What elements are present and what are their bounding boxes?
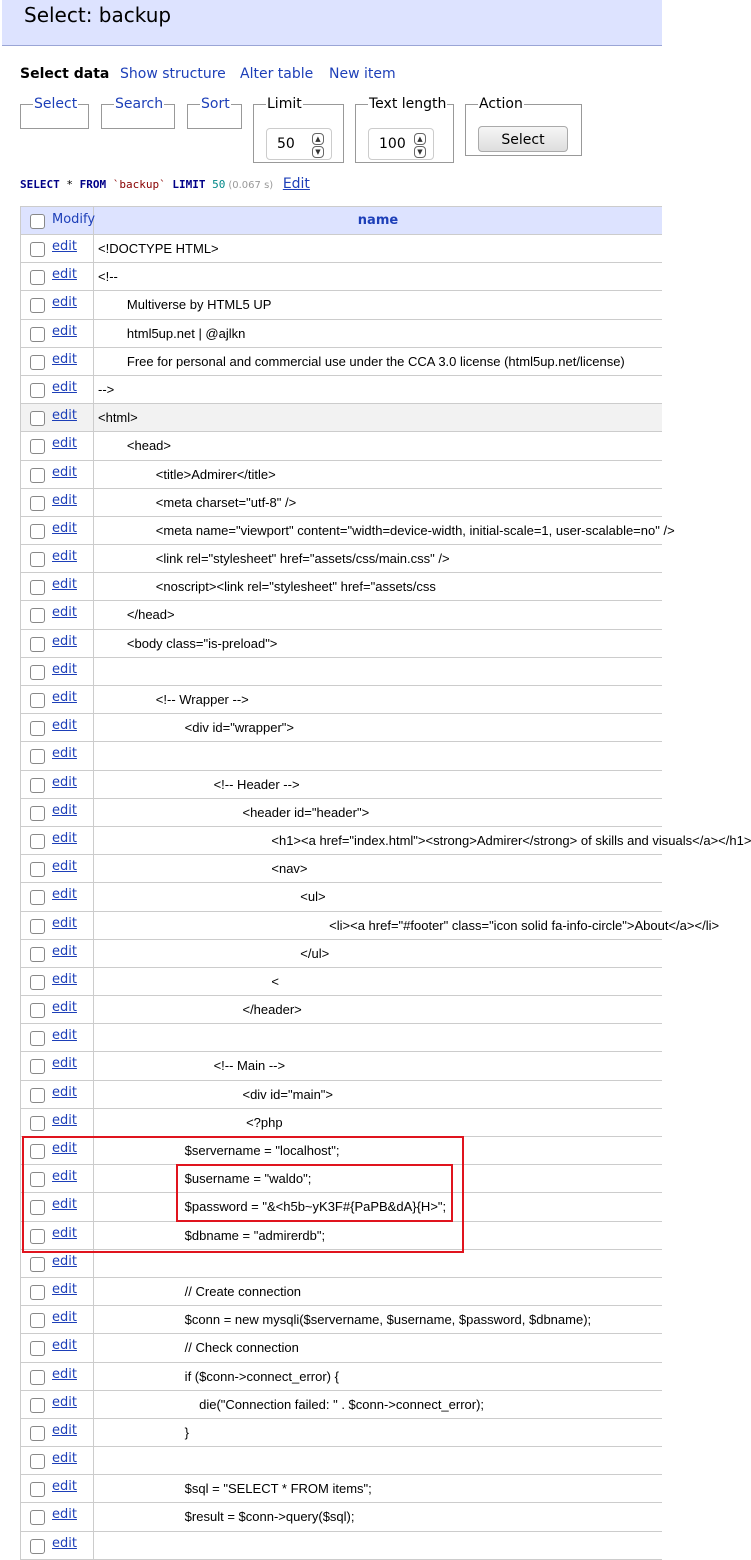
- edit-row-link[interactable]: edit: [52, 267, 77, 283]
- name-cell: $servername = "localhost";: [98, 1143, 340, 1158]
- text-length-spinner[interactable]: [414, 133, 425, 155]
- table-row: [20, 940, 662, 968]
- edit-row-link[interactable]: edit: [52, 746, 77, 762]
- name-cell: <link rel="stylesheet" href="assets/css/main.css" />: [98, 551, 450, 567]
- sql-query: [20, 176, 310, 192]
- row-checkbox[interactable]: [30, 637, 45, 652]
- row-modify-cell: [20, 1222, 94, 1249]
- row-modify-cell: [20, 1447, 94, 1474]
- name-cell: <!--: [98, 269, 118, 285]
- show-structure-link[interactable]: Show structure: [120, 66, 226, 82]
- table-row: [20, 376, 662, 404]
- row-modify-cell: [20, 968, 94, 995]
- edit-row-link[interactable]: edit: [52, 1507, 77, 1523]
- edit-row-link[interactable]: edit: [52, 971, 77, 987]
- row-checkbox[interactable]: [30, 496, 45, 511]
- row-modify-cell: [20, 855, 94, 882]
- name-cell: // Check connection: [98, 1340, 299, 1356]
- row-checkbox[interactable]: [30, 1285, 45, 1300]
- edit-row-link[interactable]: edit: [52, 830, 77, 846]
- edit-row-link[interactable]: edit: [52, 1479, 77, 1495]
- row-modify-cell: [20, 1503, 94, 1530]
- table-row: [20, 1109, 662, 1137]
- row-checkbox[interactable]: [30, 1172, 45, 1187]
- row-checkbox[interactable]: [30, 1313, 45, 1328]
- row-modify-cell: [20, 630, 94, 657]
- row-checkbox[interactable]: [30, 1370, 45, 1385]
- name-cell: $conn = new mysqli($servername, $username, $password, $dbname);: [98, 1312, 592, 1328]
- page-header: [2, 0, 662, 46]
- row-modify-cell: [20, 517, 94, 544]
- table-row: [20, 1532, 662, 1560]
- row-modify-cell: [20, 1306, 94, 1333]
- table-row: [20, 432, 662, 460]
- edit-row-link[interactable]: edit: [52, 577, 77, 593]
- select-all-checkbox[interactable]: [30, 214, 45, 229]
- edit-row-link[interactable]: edit: [52, 1028, 77, 1044]
- row-checkbox[interactable]: [30, 1031, 45, 1046]
- row-modify-cell: [20, 1052, 94, 1079]
- select-legend[interactable]: Select: [34, 96, 78, 112]
- row-checkbox[interactable]: [30, 1482, 45, 1497]
- edit-row-link[interactable]: edit: [52, 549, 77, 565]
- table-row: [20, 996, 662, 1024]
- row-modify-cell: [20, 658, 94, 685]
- table-row: [20, 658, 662, 686]
- name-cell: <h1><a href="index.html"><strong>Admirer</strong> of skills and visuals</a></h1>: [98, 832, 751, 848]
- sort-fieldset[interactable]: [187, 96, 242, 129]
- row-checkbox[interactable]: [30, 439, 45, 454]
- name-cell: [98, 1532, 662, 1559]
- row-modify-cell: [20, 1363, 94, 1390]
- table-row: [20, 320, 662, 348]
- limit-value: 50: [277, 136, 295, 152]
- search-fieldset[interactable]: [101, 96, 175, 129]
- spin-up-icon[interactable]: ▲: [312, 133, 324, 145]
- edit-row-link[interactable]: edit: [52, 859, 77, 875]
- alter-table-link[interactable]: Alter table: [240, 66, 314, 82]
- table-row: [20, 1391, 662, 1419]
- name-cell: $dbname = "admirerdb";: [98, 1227, 326, 1243]
- table-row: [20, 291, 662, 319]
- row-modify-cell: [20, 601, 94, 628]
- table-row: [20, 1222, 662, 1250]
- edit-row-link[interactable]: edit: [52, 1310, 77, 1326]
- edit-row-link[interactable]: edit: [52, 323, 77, 339]
- name-cell: <!-- Wrapper -->: [98, 692, 249, 707]
- table-row: [20, 489, 662, 517]
- table-row: [20, 348, 662, 376]
- edit-row-link[interactable]: edit: [52, 408, 77, 424]
- name-cell: <!DOCTYPE HTML>: [98, 241, 219, 256]
- row-modify-cell: [20, 1334, 94, 1361]
- row-modify-cell: [20, 1475, 94, 1502]
- table-row: [20, 1475, 662, 1503]
- row-checkbox[interactable]: [30, 1341, 45, 1356]
- row-modify-cell: [20, 1532, 94, 1559]
- query-time: (0.067 s): [228, 180, 274, 191]
- edit-row-link[interactable]: edit: [52, 1281, 77, 1297]
- row-checkbox[interactable]: [30, 947, 45, 962]
- row-modify-cell: [20, 742, 94, 769]
- row-modify-cell: [20, 883, 94, 910]
- edit-row-link[interactable]: edit: [52, 1338, 77, 1354]
- row-checkbox[interactable]: [30, 270, 45, 285]
- edit-row-link[interactable]: edit: [52, 1000, 77, 1016]
- new-item-link[interactable]: New item: [329, 66, 396, 82]
- name-cell: <!-- Main -->: [98, 1058, 286, 1074]
- sql-keyword: FROM: [79, 178, 107, 191]
- edit-row-link[interactable]: edit: [52, 1141, 77, 1156]
- select-fieldset[interactable]: [20, 96, 89, 129]
- name-cell: <nav>: [98, 861, 308, 877]
- select-data-current: Select data: [20, 66, 110, 82]
- table-row: [20, 1306, 662, 1334]
- table-row: [20, 1024, 662, 1052]
- limit-spinner[interactable]: [312, 133, 323, 155]
- table-row: [20, 883, 662, 911]
- spin-down-icon[interactable]: ▼: [312, 146, 324, 158]
- table-row: [20, 461, 662, 489]
- row-modify-cell: [20, 714, 94, 741]
- row-modify-cell: [20, 404, 94, 431]
- table-row: [20, 1052, 662, 1080]
- row-checkbox[interactable]: [30, 1144, 45, 1159]
- edit-row-link[interactable]: edit: [52, 1253, 77, 1269]
- row-checkbox[interactable]: [30, 1426, 45, 1441]
- spin-down-icon[interactable]: ▼: [414, 146, 426, 158]
- table-row: [20, 404, 662, 432]
- row-checkbox[interactable]: [30, 1200, 45, 1215]
- name-cell: <meta name="viewport" content="width=device-width, initial-scale=1, user-scalable=no" />: [98, 522, 675, 538]
- name-cell: $result = $conn->query($sql);: [98, 1509, 355, 1525]
- row-modify-cell: [20, 1024, 94, 1051]
- sql-star: *: [66, 178, 73, 191]
- row-checkbox[interactable]: [30, 468, 45, 483]
- name-cell: </head>: [98, 607, 175, 623]
- table-row: [20, 686, 662, 714]
- row-modify-cell: [20, 235, 94, 262]
- table-row: [20, 1447, 662, 1475]
- name-cell: <ul>: [98, 889, 326, 905]
- row-modify-cell: [20, 1250, 94, 1277]
- edit-row-link[interactable]: edit: [52, 887, 77, 903]
- name-cell: html5up.net | @ajlkn: [98, 325, 246, 341]
- spin-up-icon[interactable]: ▲: [414, 133, 426, 145]
- table-row: [20, 912, 720, 940]
- sql-limit: 50: [212, 178, 226, 191]
- edit-row-link[interactable]: edit: [52, 1056, 77, 1072]
- sort-legend[interactable]: Sort: [201, 96, 230, 112]
- sql-keyword: LIMIT: [172, 178, 206, 191]
- text-length-input[interactable]: [368, 128, 434, 160]
- edit-row-link[interactable]: edit: [52, 239, 77, 254]
- row-checkbox[interactable]: [30, 1510, 45, 1525]
- row-modify-cell: [20, 376, 94, 403]
- text-length-legend: Text length: [369, 96, 447, 112]
- edit-row-link[interactable]: edit: [52, 718, 77, 734]
- row-checkbox[interactable]: [30, 806, 45, 821]
- table-row: [20, 742, 662, 770]
- row-modify-cell: [20, 686, 94, 713]
- row-modify-cell: [20, 1081, 94, 1108]
- row-checkbox[interactable]: [30, 383, 45, 398]
- name-cell: <header id="header">: [98, 804, 370, 820]
- row-checkbox[interactable]: [30, 1454, 45, 1469]
- edit-row-link[interactable]: edit: [52, 492, 77, 508]
- edit-row-link[interactable]: edit: [52, 1451, 77, 1467]
- name-cell: $sql = "SELECT * FROM items";: [98, 1481, 372, 1497]
- row-checkbox[interactable]: [30, 749, 45, 764]
- edit-row-link[interactable]: edit: [52, 802, 77, 818]
- row-checkbox[interactable]: [30, 1116, 45, 1131]
- row-modify-cell: [20, 1165, 94, 1192]
- row-checkbox[interactable]: [30, 552, 45, 567]
- name-cell: $username = "waldo";: [98, 1171, 312, 1187]
- table-row: [20, 1165, 662, 1193]
- table-row: [20, 1193, 662, 1221]
- row-modify-cell: [20, 1109, 94, 1136]
- edit-row-link[interactable]: edit: [52, 1084, 77, 1100]
- row-checkbox[interactable]: [30, 327, 45, 342]
- table-row: [20, 517, 675, 545]
- name-header[interactable]: name: [357, 213, 399, 228]
- row-checkbox[interactable]: [30, 580, 45, 595]
- edit-row-link[interactable]: edit: [52, 633, 77, 649]
- row-modify-cell: [20, 799, 94, 826]
- table-row: [20, 827, 751, 855]
- edit-row-link[interactable]: edit: [52, 1225, 77, 1241]
- row-modify-cell: [20, 940, 94, 967]
- row-checkbox[interactable]: [30, 242, 45, 257]
- name-cell: <noscript><link rel="stylesheet" href="assets/css: [98, 579, 436, 595]
- name-cell: <: [98, 973, 279, 989]
- row-checkbox[interactable]: [30, 778, 45, 793]
- row-modify-cell: [20, 263, 94, 290]
- row-modify-cell: [20, 291, 94, 318]
- row-checkbox[interactable]: [30, 355, 45, 370]
- row-modify-cell: [20, 1278, 94, 1305]
- limit-fieldset: [253, 96, 344, 163]
- row-modify-cell: [20, 1391, 94, 1418]
- limit-legend: Limit: [267, 96, 302, 112]
- table-row: [20, 1278, 662, 1306]
- edit-row-link[interactable]: edit: [52, 661, 77, 677]
- row-checkbox[interactable]: [30, 1229, 45, 1244]
- edit-row-link[interactable]: edit: [52, 1535, 77, 1551]
- edit-row-link[interactable]: edit: [52, 351, 77, 367]
- name-cell: <li><a href="#footer" class="icon solid fa-info-circle">About</a></li>: [98, 917, 720, 933]
- search-legend[interactable]: Search: [115, 96, 164, 112]
- row-modify-cell: [20, 573, 94, 600]
- sql-keyword: SELECT: [20, 178, 60, 191]
- name-cell: if ($conn->connect_error) {: [98, 1368, 339, 1384]
- table-row: [20, 771, 662, 799]
- row-checkbox[interactable]: [30, 1088, 45, 1103]
- name-cell: [98, 658, 662, 685]
- name-cell: <div id="wrapper">: [98, 720, 295, 736]
- edit-row-link[interactable]: edit: [52, 464, 77, 480]
- row-modify-cell: [20, 1193, 94, 1220]
- table-row: [20, 1419, 662, 1447]
- row-modify-cell: [20, 771, 94, 798]
- edit-query-link[interactable]: Edit: [282, 176, 310, 192]
- row-checkbox[interactable]: [30, 665, 45, 680]
- name-cell: <title>Admirer</title>: [98, 466, 276, 482]
- table-row: [20, 1334, 662, 1362]
- table-row: [20, 1081, 662, 1109]
- row-modify-cell: [20, 432, 94, 459]
- name-cell: [98, 742, 662, 769]
- table-row: [20, 235, 662, 263]
- table-row: [20, 1137, 662, 1165]
- row-checkbox[interactable]: [30, 1003, 45, 1018]
- name-cell: <div id="main">: [98, 1086, 334, 1102]
- row-checkbox[interactable]: [30, 608, 45, 623]
- row-modify-cell: [20, 1137, 94, 1164]
- name-cell: </ul>: [98, 945, 330, 961]
- row-checkbox[interactable]: [30, 1539, 45, 1554]
- name-cell: die("Connection failed: " . $conn->connect_error);: [98, 1396, 485, 1412]
- name-cell: <?php: [98, 1114, 283, 1130]
- name-cell: <body class="is-preload">: [98, 635, 278, 651]
- edit-row-link[interactable]: edit: [52, 1366, 77, 1382]
- edit-row-link[interactable]: edit: [52, 1112, 77, 1128]
- row-modify-cell: [20, 461, 94, 488]
- select-button[interactable]: Select: [478, 126, 568, 152]
- name-cell: [98, 1024, 662, 1051]
- edit-row-link[interactable]: edit: [52, 1169, 77, 1185]
- edit-row-link[interactable]: edit: [52, 774, 77, 790]
- edit-row-link[interactable]: edit: [52, 379, 77, 395]
- edit-row-link[interactable]: edit: [52, 605, 77, 621]
- name-cell: <head>: [98, 438, 171, 454]
- row-modify-cell: [20, 348, 94, 375]
- name-cell: Free for personal and commercial use under the CCA 3.0 license (html5up.net/license): [98, 353, 625, 369]
- row-checkbox[interactable]: [30, 919, 45, 934]
- limit-input[interactable]: [266, 128, 332, 160]
- row-checkbox[interactable]: [30, 693, 45, 708]
- table-row: [20, 630, 662, 658]
- row-modify-cell: [20, 489, 94, 516]
- row-modify-cell: [20, 320, 94, 347]
- edit-row-link[interactable]: edit: [52, 1422, 77, 1438]
- name-cell: Multiverse by HTML5 UP: [98, 297, 272, 313]
- row-modify-cell: [20, 545, 94, 572]
- table-row: [20, 545, 662, 573]
- table-row: [20, 855, 662, 883]
- name-cell: $password = "&<h5b~yK3F#{PaPB&dA}{H>";: [98, 1199, 447, 1215]
- table-row: [20, 1503, 662, 1531]
- name-cell: // Create connection: [98, 1283, 302, 1299]
- name-cell: -->: [98, 381, 115, 397]
- text-length-fieldset: [355, 96, 454, 163]
- row-checkbox[interactable]: [30, 1059, 45, 1074]
- page-title: Select: backup: [24, 3, 172, 27]
- text-length-value: 100: [379, 136, 406, 152]
- table-row: [20, 601, 662, 629]
- table-row: [20, 1250, 662, 1278]
- data-table: [20, 206, 751, 1560]
- table-row: [20, 573, 662, 601]
- row-modify-cell: [20, 912, 94, 939]
- table-header: [20, 206, 662, 235]
- table-row: [20, 263, 662, 291]
- row-checkbox[interactable]: [30, 862, 45, 877]
- row-checkbox[interactable]: [30, 524, 45, 539]
- name-cell: [98, 1250, 662, 1277]
- name-cell: }: [98, 1424, 190, 1440]
- edit-row-link[interactable]: edit: [52, 943, 77, 959]
- row-modify-cell: [20, 1419, 94, 1446]
- row-checkbox[interactable]: [30, 721, 45, 736]
- edit-row-link[interactable]: edit: [52, 690, 77, 705]
- row-modify-cell: [20, 827, 94, 854]
- row-checkbox[interactable]: [30, 1257, 45, 1272]
- row-checkbox[interactable]: [30, 411, 45, 426]
- sql-table: `backup`: [112, 178, 166, 191]
- edit-row-link[interactable]: edit: [52, 436, 77, 452]
- name-cell: <!-- Header -->: [98, 776, 300, 792]
- table-row: [20, 714, 662, 742]
- edit-row-link[interactable]: edit: [52, 520, 77, 536]
- name-cell: </header>: [98, 1002, 302, 1018]
- name-cell: <html>: [98, 410, 138, 426]
- row-modify-cell: [20, 996, 94, 1023]
- table-row: [20, 799, 662, 827]
- edit-row-link[interactable]: edit: [52, 295, 77, 311]
- edit-row-link[interactable]: edit: [52, 1197, 77, 1213]
- row-checkbox[interactable]: [30, 834, 45, 849]
- row-checkbox[interactable]: [30, 1398, 45, 1413]
- table-row: [20, 1363, 662, 1391]
- modify-header-label[interactable]: Modify: [52, 212, 96, 227]
- row-checkbox[interactable]: [30, 298, 45, 313]
- name-cell: [98, 1447, 662, 1474]
- action-fieldset: [465, 96, 582, 156]
- edit-row-link[interactable]: edit: [52, 1394, 77, 1410]
- edit-row-link[interactable]: edit: [52, 915, 77, 931]
- row-checkbox[interactable]: [30, 975, 45, 990]
- table-row: [20, 968, 662, 996]
- modify-header: [20, 207, 94, 234]
- name-cell: <meta charset="utf-8" />: [98, 494, 297, 510]
- row-checkbox[interactable]: [30, 890, 45, 905]
- action-legend: Action: [479, 96, 523, 112]
